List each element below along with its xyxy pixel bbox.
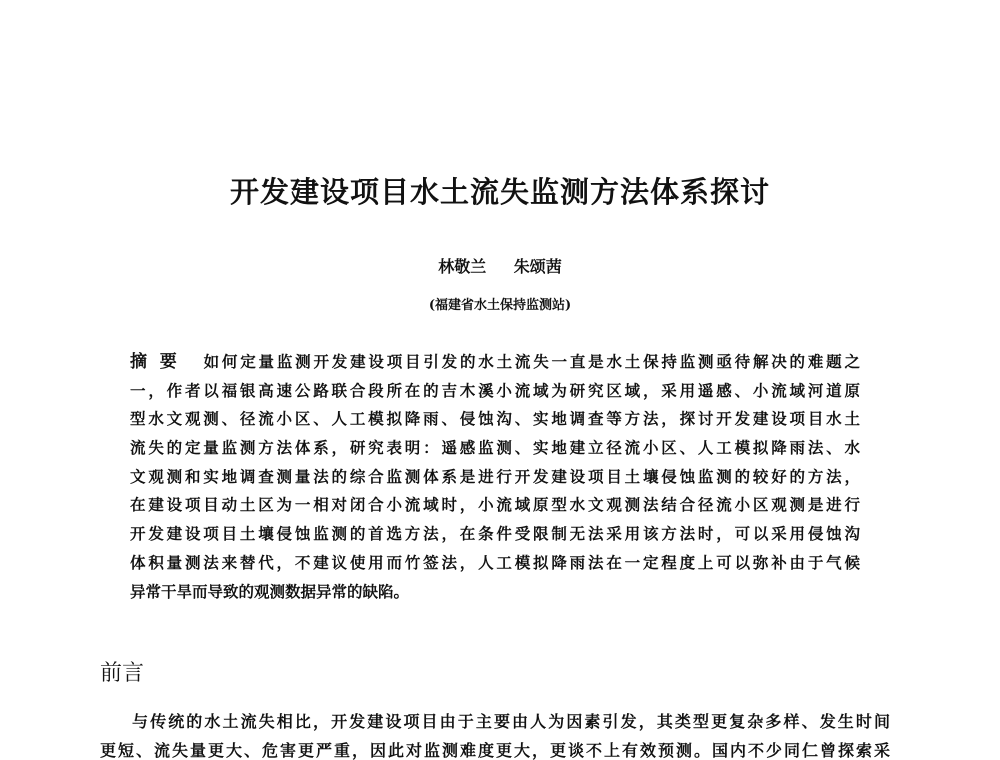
abstract-label: 摘要: [130, 352, 190, 372]
abstract-line: 开发建设项目土壤侵蚀监测的首选方法，在条件受限制无法采用该方法时，可以采用侵蚀沟: [130, 524, 860, 544]
author-affiliation: (福建省水土保持监测站): [428, 298, 572, 313]
abstract-line: 一，作者以福银高速公路联合段所在的吉木溪小流域为研究区域，采用遥感、小流域河道原: [130, 380, 860, 400]
body-line: 更短、流失量更大、危害更严重，因此对监测难度更大，更谈不上有效预测。国内不少同仁曾探索采: [100, 741, 890, 760]
author-list: [0, 254, 1000, 277]
paper-title: 开发建设项目水土流失监测方法体系探讨: [229, 175, 770, 209]
abstract-line: 在建设项目动土区为一相对闭合小流域时，小流域原型水文观测法结合径流小区观测是进行: [130, 495, 860, 515]
abstract-line: 型水文观测、径流小区、人工模拟降雨、侵蚀沟、实地调查等方法，探讨开发建设项目水土: [130, 409, 860, 429]
abstract-line: 流失的定量监测方法体系，研究表明：遥感监测、实地建立径流小区、人工模拟降雨法、水: [130, 438, 860, 458]
abstract-line: [130, 348, 860, 377]
abstract-line: 体积量测法来替代，不建议使用而竹签法，人工模拟降雨法在一定程度上可以弥补由于气候: [130, 552, 860, 572]
abstract-line: 文观测和实地调查测量法的综合监测体系是进行开发建设项目土壤侵蚀监测的较好的方法，: [130, 466, 860, 486]
abstract-block: [130, 348, 860, 606]
author-name: 朱颂茜: [513, 257, 562, 276]
body-line: 与传统的水土流失相比，开发建设项目由于主要由人为因素引发，其类型更复杂多样、发生时间: [132, 712, 890, 731]
author-name: 林敬兰: [438, 257, 487, 276]
body-paragraph: [100, 707, 890, 760]
abstract-line: 异常干旱而导致的观测数据异常的缺陷。: [130, 581, 410, 601]
section-heading: 前言: [100, 661, 145, 686]
abstract-line-text: 如何定量监测开发建设项目引发的水土流失一直是水土保持监测亟待解决的难题之: [203, 352, 860, 371]
